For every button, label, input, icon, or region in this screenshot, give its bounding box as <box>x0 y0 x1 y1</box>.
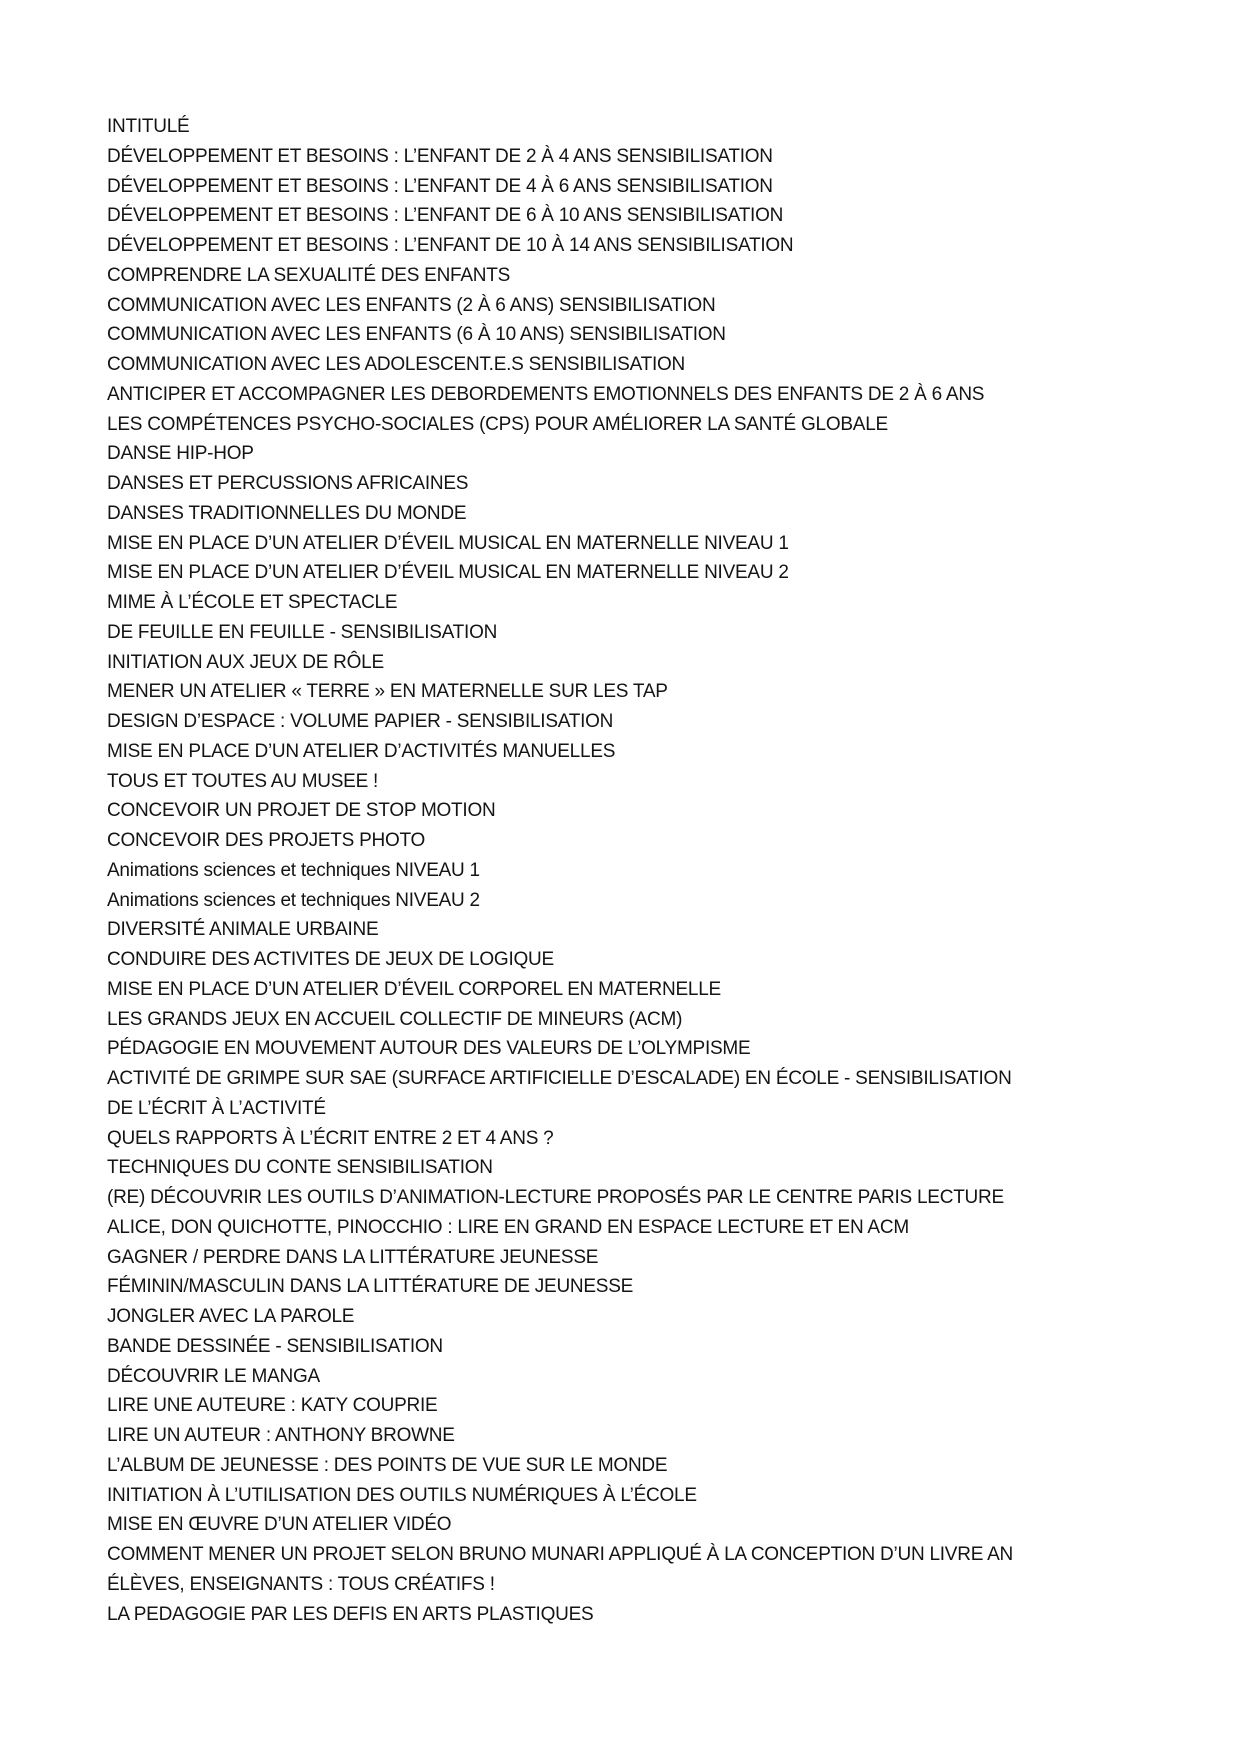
list-item: JONGLER AVEC LA PAROLE <box>107 1306 355 1327</box>
list-item: LIRE UNE AUTEURE : KATY COUPRIE <box>107 1395 438 1417</box>
list-item: MISE EN PLACE D’UN ATELIER D’ÉVEIL MUSICAL EN MATERNELLE NIVEAU 1 <box>107 532 789 554</box>
list-item: MISE EN ŒUVRE D’UN ATELIER VIDÉO <box>107 1514 452 1536</box>
list-item: MISE EN PLACE D’UN ATELIER D’ÉVEIL MUSICAL EN MATERNELLE NIVEAU 2 <box>107 562 789 584</box>
list-item: DÉVELOPPEMENT ET BESOINS : L’ENFANT DE 10 À 14 ANS SENSIBILISATION <box>107 235 794 256</box>
list-item: DÉCOUVRIR LE MANGA <box>107 1365 320 1387</box>
list-item: DE FEUILLE EN FEUILLE - SENSIBILISATION <box>107 621 498 643</box>
list-item: DANSES ET PERCUSSIONS AFRICAINES <box>107 473 469 494</box>
list-item: MENER UN ATELIER « TERRE » EN MATERNELLE SUR LES TAP <box>107 681 668 703</box>
list-item: MISE EN PLACE D’UN ATELIER D’ÉVEIL CORPOREL EN MATERNELLE <box>107 978 721 1000</box>
list-item: ALICE, DON QUICHOTTE, PINOCCHIO : LIRE EN GRAND EN ESPACE LECTURE ET EN ACM <box>107 1216 909 1238</box>
list-item: INITIATION AUX JEUX DE RÔLE <box>107 651 384 673</box>
list-item: DE L’ÉCRIT À L’ACTIVITÉ <box>107 1097 326 1119</box>
course-list <box>107 112 1035 1629</box>
list-item: TOUS ET TOUTES AU MUSEE ! <box>107 770 379 792</box>
list-item: PÉDAGOGIE EN MOUVEMENT AUTOUR DES VALEURS DE L’OLYMPISME <box>107 1038 751 1060</box>
list-item: GAGNER / PERDRE DANS LA LITTÉRATURE JEUNESSE <box>107 1246 599 1268</box>
list-item: DÉVELOPPEMENT ET BESOINS : L’ENFANT DE 6 À 10 ANS SENSIBILISATION <box>107 205 784 227</box>
list-item: LES COMPÉTENCES PSYCHO-SOCIALES (CPS) POUR AMÉLIORER LA SANTÉ GLOBALE <box>107 413 888 435</box>
column-header: INTITULÉ <box>107 116 190 137</box>
list-item: LES GRANDS JEUX EN ACCUEIL COLLECTIF DE MINEURS (ACM) <box>107 1008 683 1030</box>
list-item: BANDE DESSINÉE - SENSIBILISATION <box>107 1335 443 1357</box>
list-item: (RE) DÉCOUVRIR LES OUTILS D’ANIMATION-LECTURE PROPOSÉS PAR LE CENTRE PARIS LECTURE <box>107 1187 1004 1208</box>
list-item: ÉLÈVES, ENSEIGNANTS : TOUS CRÉATIFS ! <box>107 1573 495 1595</box>
list-item: COMMUNICATION AVEC LES ADOLESCENT.E.S SENSIBILISATION <box>107 354 685 375</box>
list-item: ANTICIPER ET ACCOMPAGNER LES DEBORDEMENTS EMOTIONNELS DES ENFANTS DE 2 À 6 ANS <box>107 383 985 405</box>
list-item: DIVERSITÉ ANIMALE URBAINE <box>107 919 379 941</box>
list-item: MISE EN PLACE D’UN ATELIER D’ACTIVITÉS MANUELLES <box>107 740 616 762</box>
list-item: ACTIVITÉ DE GRIMPE SUR SAE (SURFACE ARTIFICIELLE D’ESCALADE) EN ÉCOLE - SENSIBILISATION <box>107 1068 1012 1089</box>
list-item: INITIATION À L’UTILISATION DES OUTILS NUMÉRIQUES À L’ÉCOLE <box>107 1484 697 1506</box>
list-item: CONCEVOIR DES PROJETS PHOTO <box>107 830 426 851</box>
list-item: FÉMININ/MASCULIN DANS LA LITTÉRATURE DE JEUNESSE <box>107 1276 634 1298</box>
list-item: LA PEDAGOGIE PAR LES DEFIS EN ARTS PLASTIQUES <box>107 1603 594 1625</box>
list-item: L’ALBUM DE JEUNESSE : DES POINTS DE VUE SUR LE MONDE <box>107 1454 668 1476</box>
list-item: COMMUNICATION AVEC LES ENFANTS (2 À 6 ANS) SENSIBILISATION <box>107 294 716 316</box>
list-item: DANSES TRADITIONNELLES DU MONDE <box>107 502 467 524</box>
list-item: DÉVELOPPEMENT ET BESOINS : L’ENFANT DE 2 À 4 ANS SENSIBILISATION <box>107 145 773 167</box>
list-item: LIRE UN AUTEUR : ANTHONY BROWNE <box>107 1425 455 1446</box>
list-item: COMMENT MENER UN PROJET SELON BRUNO MUNARI APPLIQUÉ À LA CONCEPTION D’UN LIVRE AN <box>107 1544 1013 1565</box>
list-item: Animations sciences et techniques NIVEAU 2 <box>107 889 480 911</box>
list-item: DESIGN D’ESPACE : VOLUME PAPIER - SENSIBILISATION <box>107 711 614 732</box>
list-item: DÉVELOPPEMENT ET BESOINS : L’ENFANT DE 4 À 6 ANS SENSIBILISATION <box>107 175 773 197</box>
list-item: DANSE HIP-HOP <box>107 443 254 465</box>
list-item: CONCEVOIR UN PROJET DE STOP MOTION <box>107 800 496 822</box>
list-item: COMMUNICATION AVEC LES ENFANTS (6 À 10 ANS) SENSIBILISATION <box>107 324 726 346</box>
list-item: QUELS RAPPORTS À L’ÉCRIT ENTRE 2 ET 4 ANS ? <box>107 1127 554 1149</box>
list-item: CONDUIRE DES ACTIVITES DE JEUX DE LOGIQUE <box>107 949 554 970</box>
list-item: MIME À L’ÉCOLE ET SPECTACLE <box>107 592 398 613</box>
list-item: Animations sciences et techniques NIVEAU 1 <box>107 859 480 881</box>
list-item: TECHNIQUES DU CONTE SENSIBILISATION <box>107 1157 493 1179</box>
list-item: COMPRENDRE LA SEXUALITÉ DES ENFANTS <box>107 264 511 286</box>
